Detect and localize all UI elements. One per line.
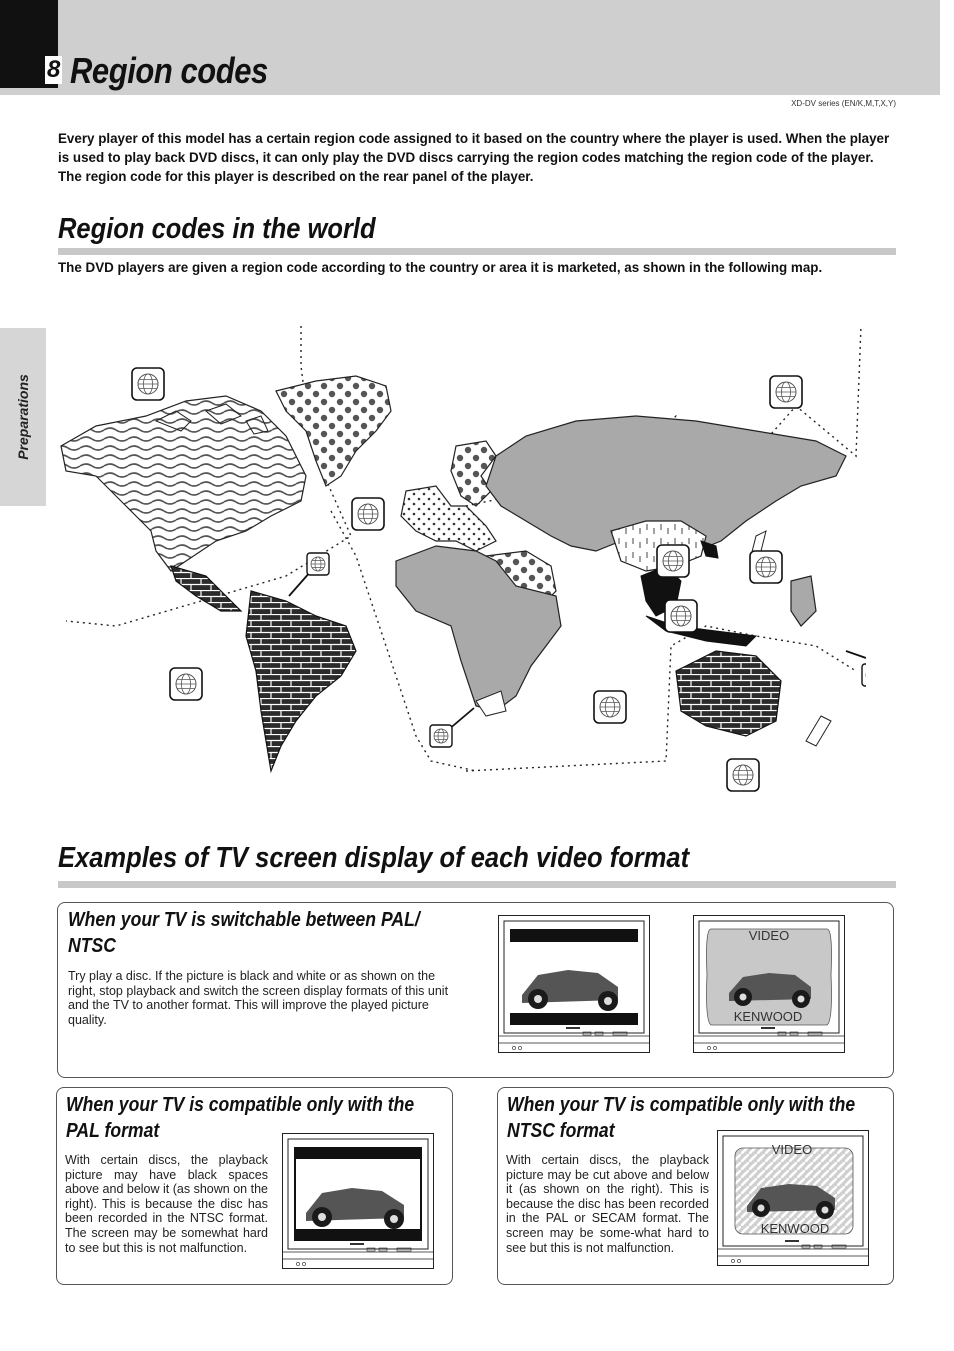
ntsc-screen-brand-label bbox=[745, 1222, 845, 1233]
tv-screen-brand-label bbox=[718, 1010, 818, 1022]
world-section-rule bbox=[58, 248, 896, 255]
world-region-map bbox=[56, 326, 866, 796]
page-title: Region codes bbox=[70, 50, 268, 91]
ntsc-screen-video-label bbox=[752, 1142, 832, 1156]
tv-section-title: Examples of TV screen display of each video format bbox=[58, 842, 690, 874]
ntsc-only-title: When your TV is compatible only with the NTSC format bbox=[507, 1094, 856, 1142]
world-section-description: The DVD players are given a region code according to the country or area it is marketed, as shown in the following map. bbox=[58, 260, 823, 275]
brand-label-text: KENWOOD bbox=[733, 1010, 803, 1022]
series-code: XD-DV series (EN/K,M,T,X,Y) bbox=[791, 99, 896, 108]
ntsc-brand-label-text: KENWOOD bbox=[760, 1222, 830, 1233]
intro-paragraph-2: The region code for this player is described on the rear panel of the player. bbox=[58, 169, 534, 184]
tv-illustration-black-bars bbox=[498, 915, 650, 1053]
world-section-title: Region codes in the world bbox=[58, 213, 376, 245]
tv-section-rule bbox=[58, 881, 896, 888]
tv-illustration-pal bbox=[282, 1133, 434, 1269]
intro-paragraph: Every player of this model has a certain region code assigned to it based on the country where the player is used. When the player is used to play back DVD discs, it can only play the DVD discs carrying the region codes matching the region code of the player. bbox=[58, 131, 890, 165]
side-tab-label: Preparations bbox=[15, 374, 31, 460]
pal-only-text: With certain discs, the playback picture may have black spaces above and below it (as shown on the right). This is because the disc has been recorded in the NTSC format. The screen may be somewhat hard to see but this is not malfunction. bbox=[65, 1153, 268, 1255]
tv-screen-video-label bbox=[730, 927, 808, 943]
switchable-tv-text: Try play a disc. If the picture is black and white or as shown on the right, stop playback and switch the screen display formats of this unit and the TV to another format. This will improve the played picture quality. bbox=[68, 969, 449, 1027]
ntsc-video-label-text: VIDEO bbox=[771, 1142, 813, 1156]
pal-only-title: When your TV is compatible only with the PAL format bbox=[66, 1094, 415, 1142]
switchable-tv-title: When your TV is switchable between PAL/ NTSC bbox=[68, 909, 420, 957]
intro-text bbox=[58, 129, 898, 186]
video-label-text: VIDEO bbox=[748, 928, 790, 943]
ntsc-only-text: With certain discs, the playback picture may be cut above and below it (as shown on the right). This is because the disc has been recorded in the PAL or SECAM format. The screen may be some-what hard to see but this is not malfunction. bbox=[506, 1153, 709, 1255]
page-number: 8 bbox=[47, 56, 61, 83]
